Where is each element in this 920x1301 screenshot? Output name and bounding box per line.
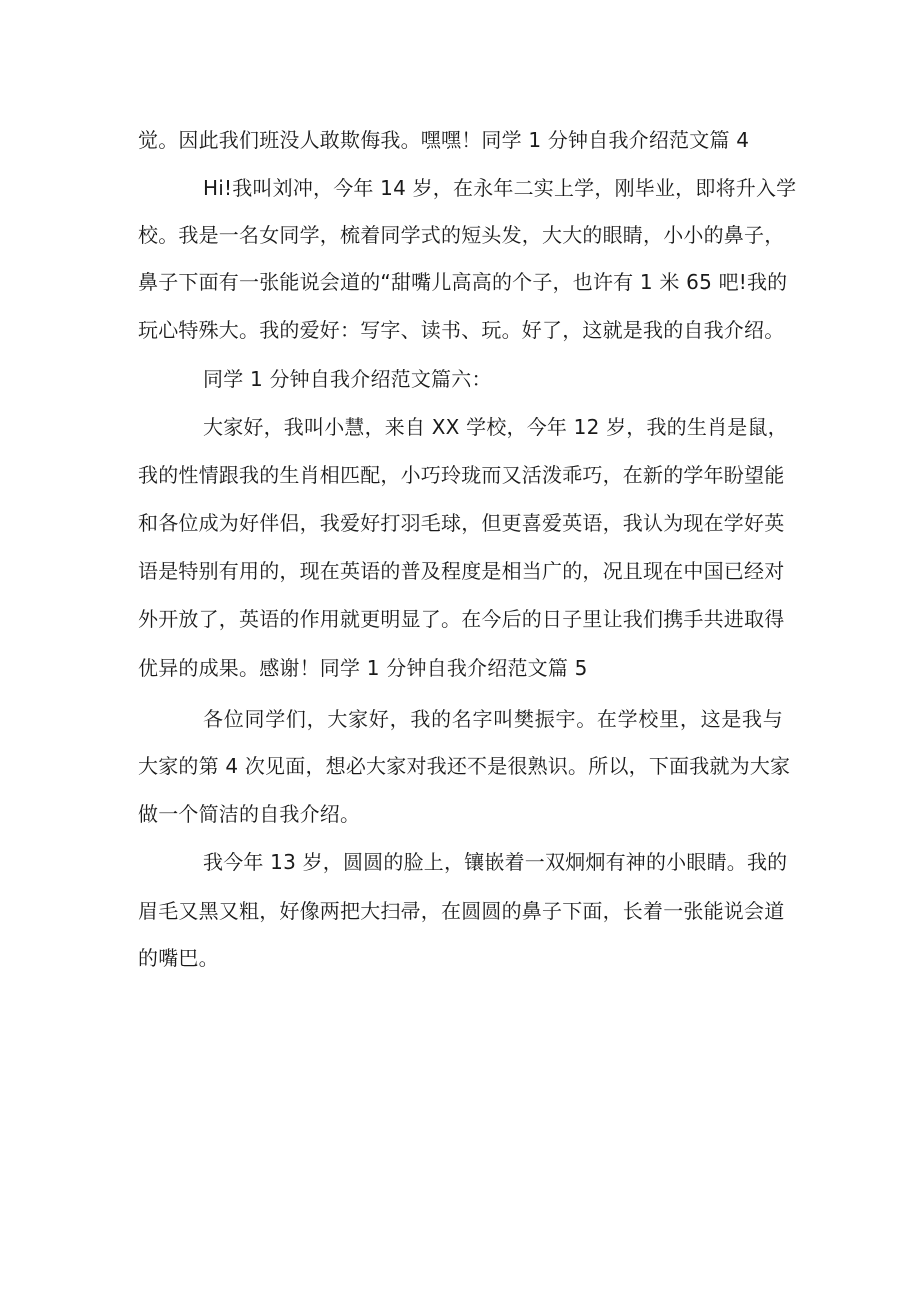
text-line: 的嘴巴。 xyxy=(138,946,219,970)
text-line: 外开放了，英语的作用就更明显了。在今后的日子里让我们携手共进取得 xyxy=(138,607,785,631)
paragraph-start-line: 大家好，我叫小慧，来自 XX 学校，今年 12 岁，我的生肖是鼠， xyxy=(203,415,788,439)
paragraph-start-line: 各位同学们，大家好，我的名字叫樊振宇。在学校里，这是我与 xyxy=(203,707,783,731)
paragraph-start-line: 我今年 13 岁，圆圆的脸上，镶嵌着一双炯炯有神的小眼睛。我的 xyxy=(203,850,788,874)
text-line: 眉毛又黑又粗，好像两把大扫帚，在圆圆的鼻子下面，长着一张能说会道 xyxy=(138,899,785,923)
text-line: 做一个简洁的自我介绍。 xyxy=(138,802,361,826)
text-line: 优异的成果。感谢！同学 1 分钟自我介绍范文篇 5 xyxy=(138,656,588,680)
text-line: 和各位成为好伴侣，我爱好打羽毛球，但更喜爱英语，我认为现在学好英 xyxy=(138,511,785,535)
text-line: 校。我是一名女同学，梳着同学式的短头发，大大的眼睛，小小的鼻子， xyxy=(138,223,785,247)
paragraph-start-line: Hi!我叫刘冲，今年 14 岁，在永年二实上学，刚毕业，即将升入学 xyxy=(203,176,797,200)
text-line: 语是特别有用的，现在英语的普及程度是相当广的，况且现在中国已经对 xyxy=(138,559,785,583)
text-line: 玩心特殊大。我的爱好：写字、读书、玩。好了，这就是我的自我介绍。 xyxy=(138,318,785,342)
text-line: 觉。因此我们班没人敢欺侮我。嘿嘿！同学 1 分钟自我介绍范文篇 4 xyxy=(138,128,750,152)
text-line: 鼻子下面有一张能说会道的“甜嘴儿高高的个子，也许有 1 米 65 吧!我的 xyxy=(138,270,788,294)
text-line: 大家的第 4 次见面，想必大家对我还不是很熟识。所以，下面我就为大家 xyxy=(138,754,791,778)
section-heading: 同学 1 分钟自我介绍范文篇六： xyxy=(203,367,492,391)
text-line: 我的性情跟我的生肖相匹配，小巧玲珑而又活泼乖巧，在新的学年盼望能 xyxy=(138,463,785,487)
